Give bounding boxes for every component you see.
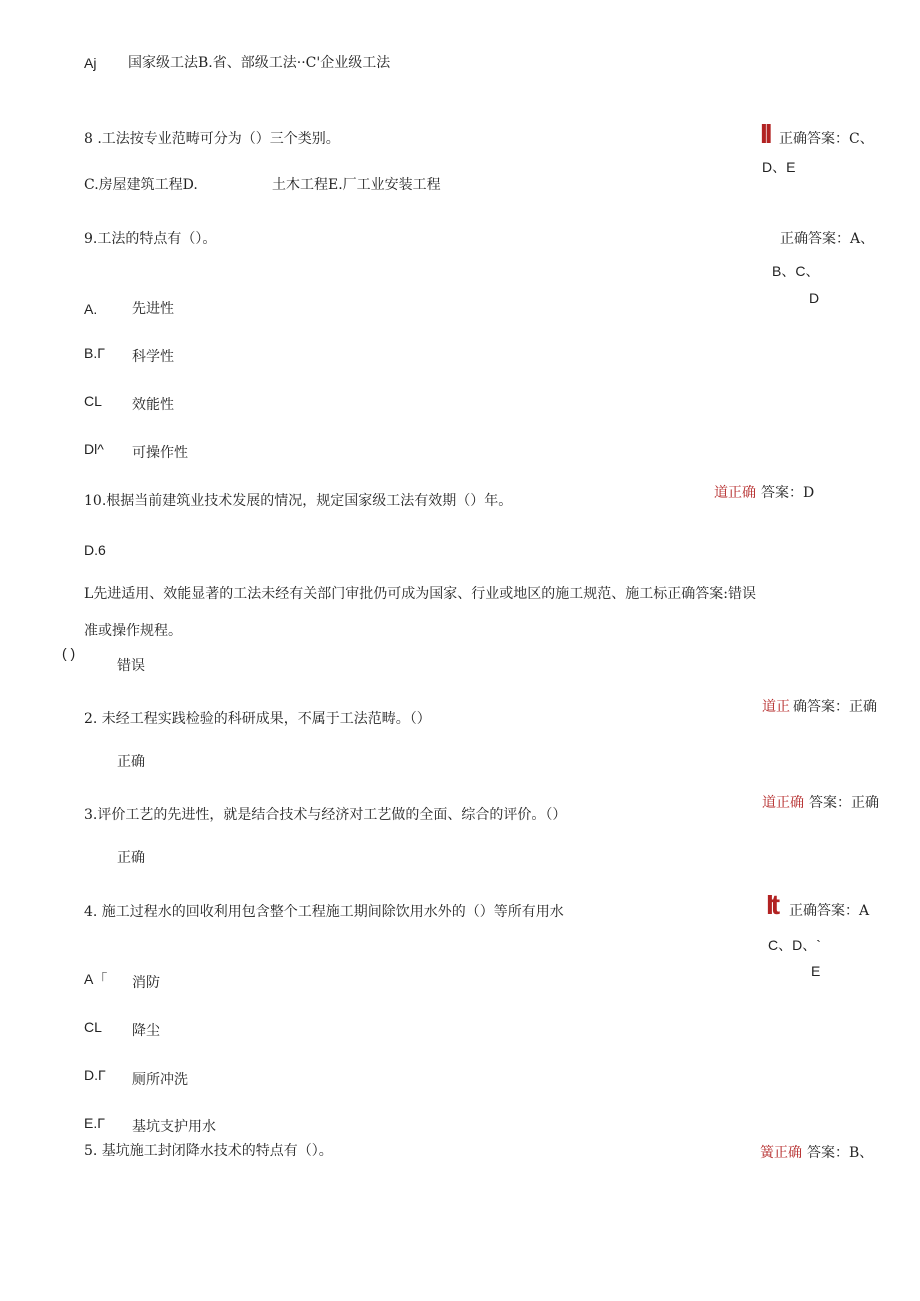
- q10-answer-prefix: 道正确: [714, 485, 756, 501]
- q9-option-a-label: A.: [84, 301, 98, 317]
- q9-option-d-text: 可操作性: [132, 445, 188, 461]
- q8-stem: 8 .工法按专业范畴可分为（）三个类别。: [84, 131, 340, 147]
- q4-option-d-label: D.Γ: [84, 1067, 106, 1083]
- q4-answer-line3: E: [811, 963, 821, 979]
- q4-answer-mark: It: [766, 889, 778, 920]
- q9-stem: 9.工法的特点有（）。: [84, 231, 217, 247]
- q8-answer-mark: II: [760, 118, 770, 149]
- tf3-stem: 3.评价工艺的先进性，就是结合技术与经济对工艺做的全面、综合的评价。（）: [84, 807, 567, 823]
- q10-stem: 10.根据当前建筑业技术发展的情况，规定国家级工法有效期（）年。: [84, 493, 513, 509]
- q5-stem: 5. 基坑施工封闭降水技术的特点有（）。: [84, 1143, 333, 1159]
- tf2-stem: 2. 未经工程实践检验的科研成果，不属于工法范畴。（）: [84, 711, 431, 727]
- tf2-choice: 正确: [117, 754, 145, 770]
- tf3-choice: 正确: [117, 850, 145, 866]
- q4-option-a-label: A「: [84, 971, 108, 987]
- tf2-answer-prefix: 道正: [762, 699, 790, 715]
- tf1-choice: 错误: [117, 658, 145, 674]
- q9-answer-line2: B、C、: [772, 263, 820, 279]
- tf3-answer: 答案：正确: [809, 795, 879, 811]
- q4-option-d-text: 厕所冲洗: [132, 1072, 188, 1088]
- tf2-answer: 确答案：正确: [793, 699, 877, 715]
- q4-option-e-label: E.Γ: [84, 1115, 105, 1131]
- q9-option-b-label: B.Γ: [84, 345, 105, 361]
- q7-options-text: 国家级工法B.省、部级工法··C'企业级工法: [128, 55, 391, 71]
- q9-answer-line3: D: [809, 290, 820, 306]
- q9-option-b-text: 科学性: [132, 349, 174, 365]
- q8-option-cd: C.房屋建筑工程D.: [84, 177, 198, 193]
- q8-answer-line1: 正确答案：C、: [779, 131, 874, 147]
- q9-option-c-text: 效能性: [132, 397, 174, 413]
- q4-stem: 4. 施工过程水的回收利用包含整个工程施工期间除饮用水外的（）等所有用水: [84, 904, 564, 920]
- q4-answer-line1: 正确答案：A: [789, 903, 870, 919]
- q9-option-c-label: CL: [84, 393, 102, 409]
- q4-answer-line2: C、D、`: [768, 937, 821, 953]
- q4-option-c-label: CL: [84, 1019, 102, 1035]
- q8-answer-line2: D、E: [762, 159, 796, 175]
- tf1-stem-line2: 准或操作规程。: [84, 623, 182, 639]
- q7-option-label: Aj: [84, 55, 97, 71]
- q4-option-a-text: 消防: [132, 975, 160, 991]
- q8-option-de: 土木工程E.厂工业安装工程: [272, 177, 441, 193]
- q5-answer-prefix: 簧正确: [760, 1145, 802, 1161]
- q10-answer: 答案：D: [761, 485, 815, 501]
- q5-answer: 答案：B、: [807, 1145, 874, 1161]
- q4-option-e-text: 基坑支护用水: [132, 1119, 216, 1135]
- q10-option: D.6: [84, 542, 106, 558]
- tf3-answer-prefix: 道正确: [762, 795, 804, 811]
- q4-option-c-text: 降尘: [132, 1023, 160, 1039]
- tf1-stem-line1: L先进适用、效能显著的工法未经有关部门审批仍可成为国家、行业或地区的施工规范、施工标正确答案:错误: [84, 586, 757, 602]
- q9-option-d-label: Dl^: [84, 441, 104, 457]
- q9-option-a-text: 先进性: [132, 301, 174, 317]
- q9-answer-line1: 正确答案：A、: [780, 231, 875, 247]
- tf1-paren: ( ): [62, 645, 76, 661]
